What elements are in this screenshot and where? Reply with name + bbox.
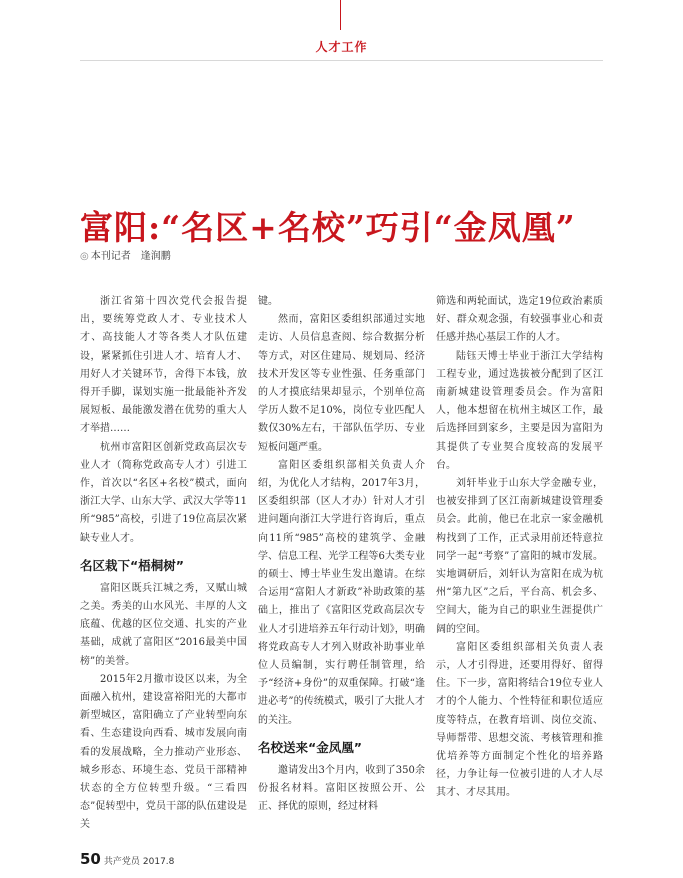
byline-text: 本刊记者 逢润鹏 — [90, 251, 171, 262]
paragraph: 2015年2月撤市设区以来，为全面融入杭州，建设富裕阳光的大都市新型城区，富阳确立了产业转型向东看、生态建设向西看、城市发展向南看的发展战略，全力推动产业形态、城乡形态、环境生态、党员干部精神状态的全方位转型升级。“三看四态”促转型中，党员干部的队伍建设是关 — [80, 673, 247, 831]
magazine-name: 共产党员 — [103, 857, 140, 867]
subheading-1: 名区栽下“梧桐树” — [80, 557, 184, 573]
paragraph: 陆钰天博士毕业于浙江大学结构工程专业，通过选拔被分配到了区江南新城建设管理委员会。作为富阳人，他本想留在杭州主城区工作，最后选择回到家乡，主要是因为富阳为其提供了专业契合度较高的发展平台。 — [436, 350, 603, 471]
paragraph: 然而，富阳区委组织部通过实地走访、人员信息查阅、综合数据分析等方式，对区住建局、规划局、经济技术开发区等专业性强、任务重部门的人才摸底结果却显示，个别单位高学历人数不足10%，岗位专业匹配人数仅30%左右，干部队伍学历、专业短板问题严重。 — [258, 314, 425, 453]
paragraph: 键。 — [258, 296, 278, 307]
paragraph: 筛选和两轮面试，选定19位政治素质好、群众观念强，有较强事业心和责任感并热心基层工作的人才。 — [436, 296, 603, 344]
paragraph: 富阳区既兵江城之秀，又赋山城之美。秀美的山水风光、丰厚的人文底蕴、优越的区位交通、扎实的产业基础，成就了富阳区“2016最美中国榜”的美誉。 — [80, 582, 247, 667]
page-number: 50 — [80, 850, 101, 868]
paragraph: 富阳区委组织部相关负责人介绍，为优化人才结构，2017年3月，区委组织部（区人才办）针对人才引进问题向浙江大学进行咨询后，重点向11所“985”高校的建筑学、金融学、信息工程、光学工程等6大类专业的硕士、博士毕业生发出邀请。在综合运用“富阳人才新政”补助政策的基础上，推出了《富阳区党政高层次专业人才引进培养五年行动计划》，明确将党政高专人才列入财政补助事业单位人员编制，实行聘任制管理，给予“经济+身份”的双重保障。打破“逢进必考”的传统模式，吸引了大批人才的关注。 — [258, 459, 425, 726]
paragraph: 刘轩毕业于山东大学金融专业，也被安排到了区江南新城建设管理委员会。此前，他已在北京一家金融机构找到了工作，正式录用前还特意拉同学一起“考察”了富阳的城市发展。实地调研后，刘轩认为富阳在成为杭州“第九区”之后，平台高、机会多、空间大，能为自己的职业生涯提供广阔的空间。 — [436, 478, 603, 635]
section-label: 人才工作 — [315, 40, 368, 54]
section-divider — [80, 60, 603, 61]
paragraph: 浙江省第十四次党代会报告提出，要统筹党政人才、专业技术人才、高技能人才等各类人才队伍建设，紧紧抓住引进人才、培育人才、用好人才关键环节，舍得下本钱，放得开手脚，谋划实施一批最能补齐发展短板、最能激发潜在优势的重大人才举措…… — [80, 296, 247, 435]
column-3 — [436, 293, 603, 833]
paragraph: 富阳区委组织部相关负责人表示，人才引得进，还要用得好、留得住。下一步，富阳将结合19位专业人才的个人能力、个性特征和职位适应度等特点，在教育培训、岗位交流、导师帮带、思想交流、考核管理和推优培养等方面制定个性化的培养路径，力争让每一位被引进的人才人尽其才、才尽其用。 — [436, 641, 603, 799]
issue-date: 2017.8 — [142, 857, 175, 867]
paragraph: 邀请发出3个月内，收到了350余份报名材料。富阳区按照公开、公正、择优的原则，经过材料 — [258, 764, 425, 813]
column-1 — [80, 293, 247, 833]
top-accent-line — [340, 0, 341, 30]
subheading-2: 名校送来“金凤凰” — [258, 739, 362, 755]
byline — [80, 247, 171, 262]
paragraph: 杭州市富阳区创新党政高层次专业人才（简称党政高专人才）引进工作，首次以“名区+名校”模式，面向浙江大学、山东大学、武汉大学等11所“985”高校，引进了19位高层次紧缺专业人才。 — [80, 441, 247, 544]
article-body — [80, 293, 603, 833]
byline-bullet-icon: ◎ — [80, 251, 89, 262]
article-headline: 富阳:“名区+名校”巧引“金凤凰” — [80, 208, 576, 248]
column-2 — [258, 293, 425, 833]
page-footer — [80, 850, 174, 868]
